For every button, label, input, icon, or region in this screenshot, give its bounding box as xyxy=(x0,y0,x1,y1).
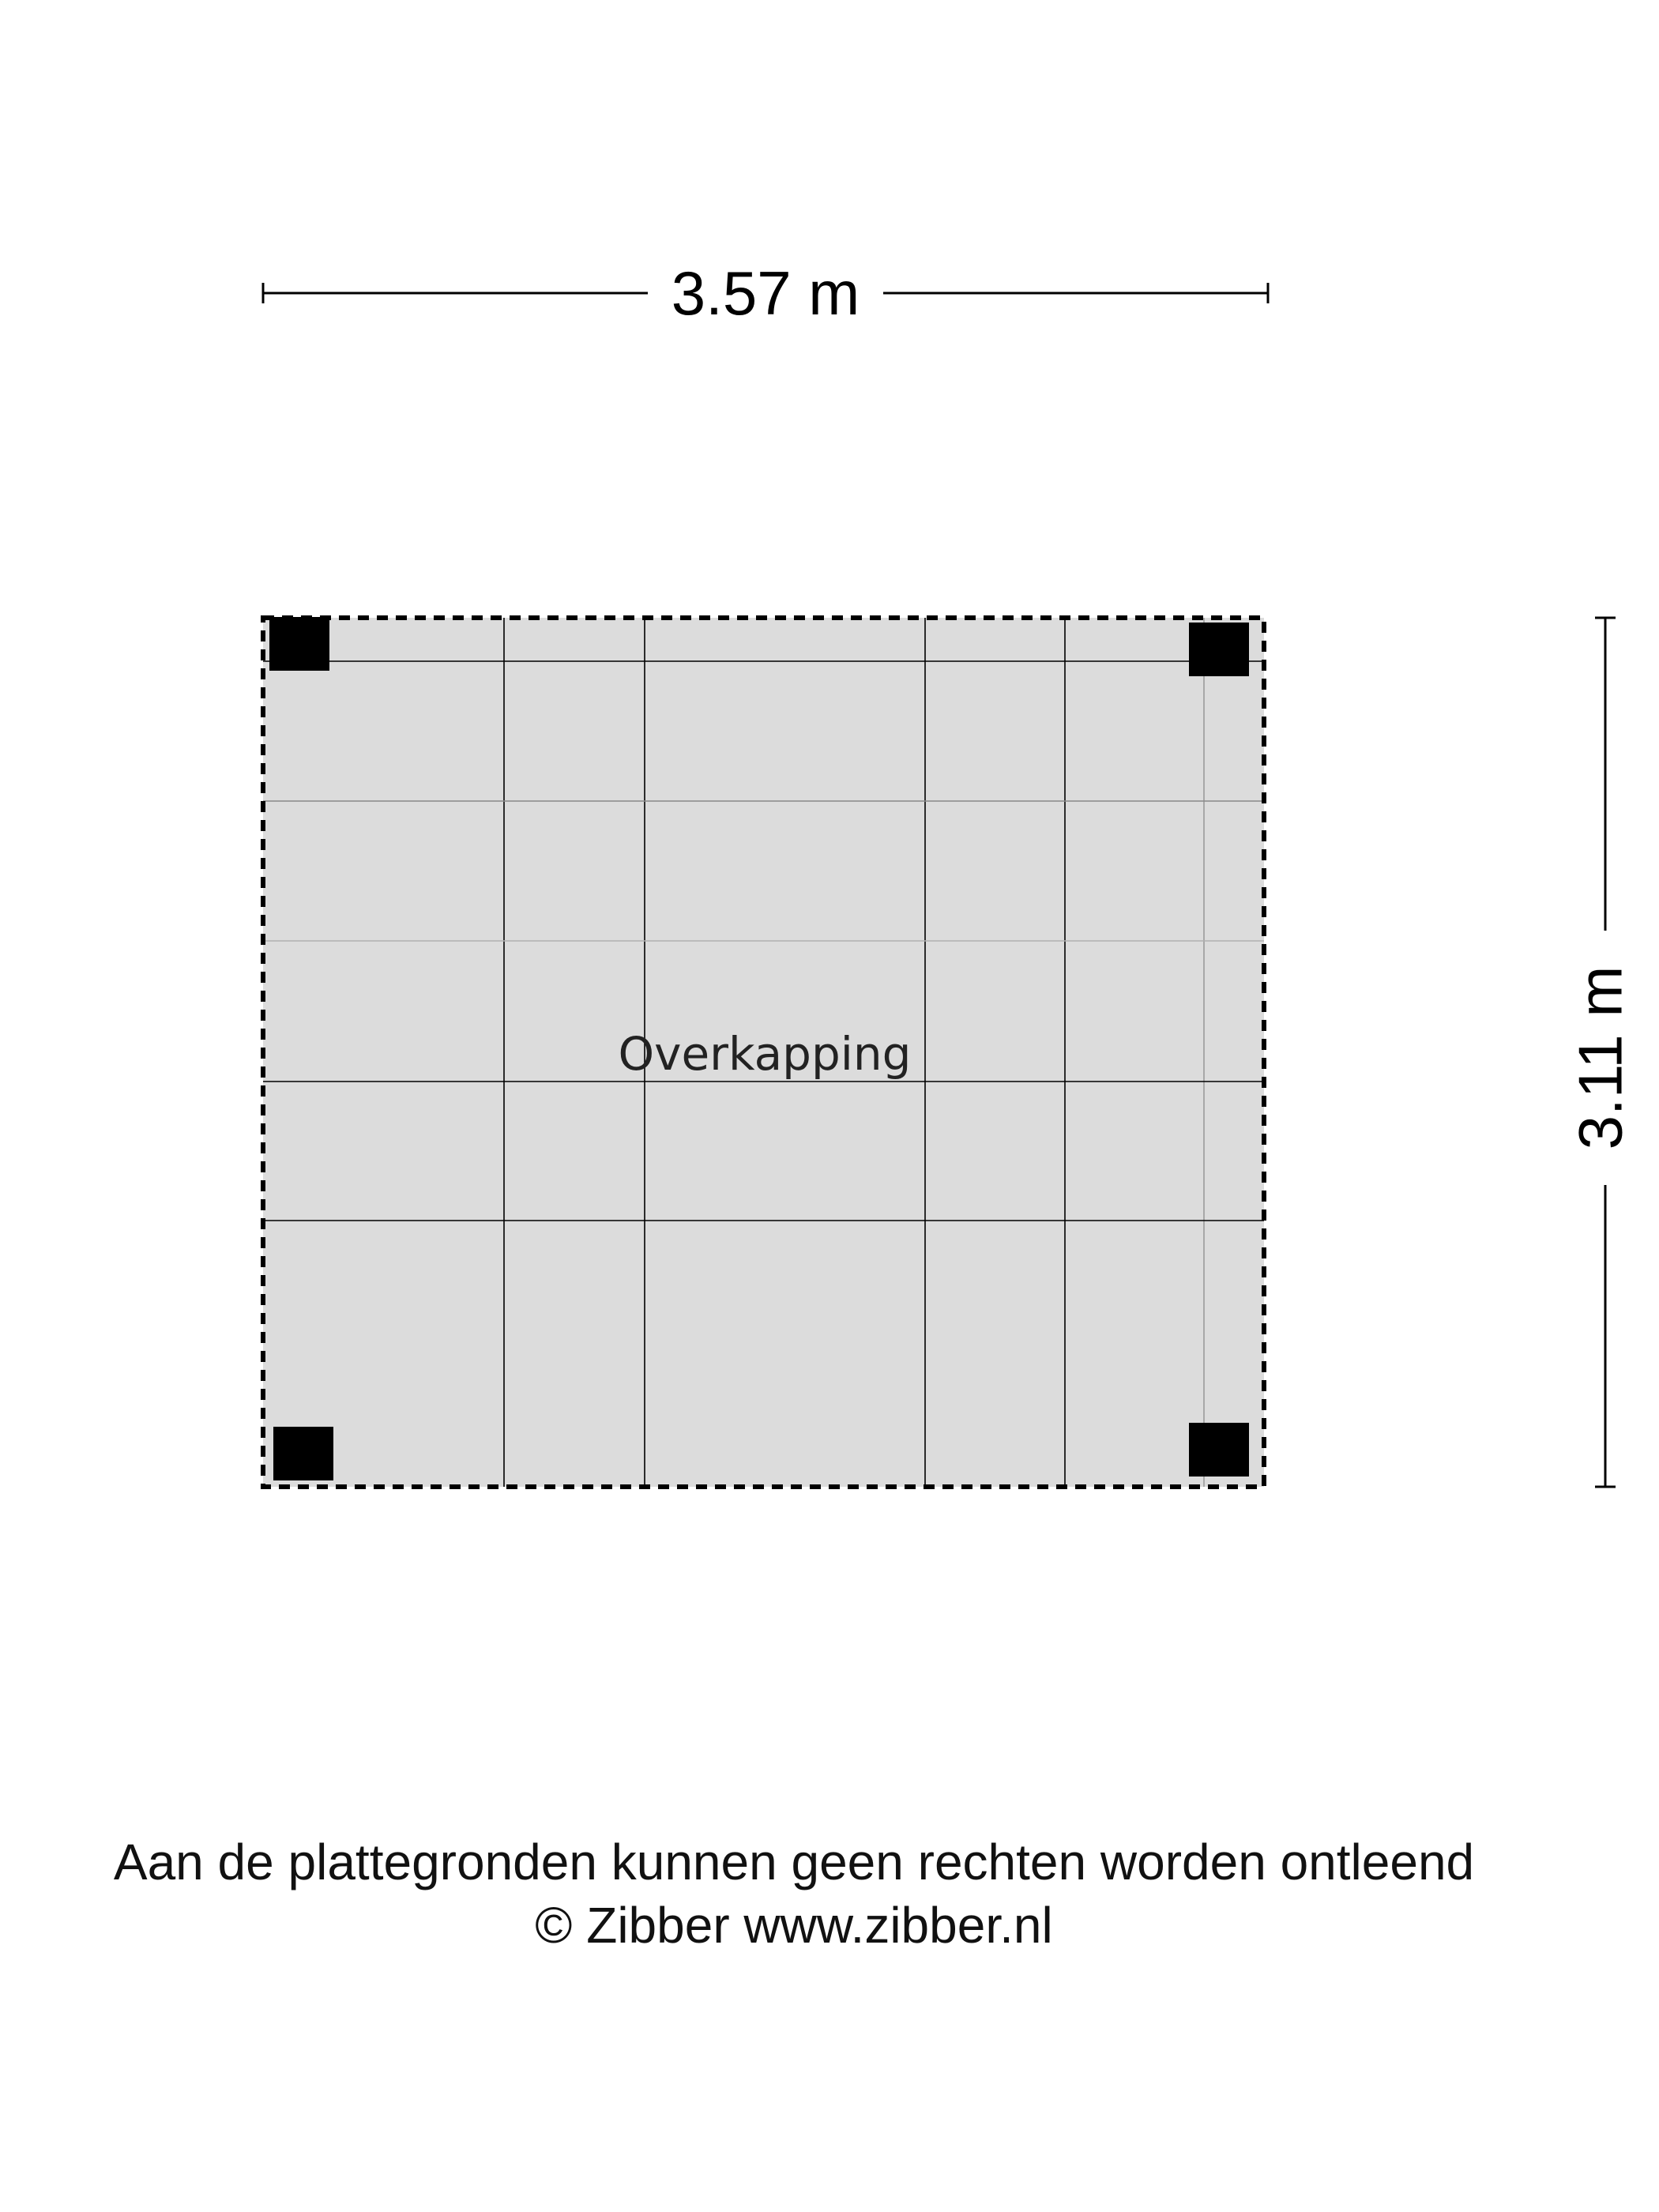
copyright-text: © Zibber www.zibber.nl xyxy=(535,1897,1053,1954)
disclaimer-text: Aan de plattegronden kunnen geen rechten worden ontleend xyxy=(113,1834,1475,1890)
footer xyxy=(0,1830,1588,1957)
height-dimension xyxy=(1566,618,1635,1487)
height-dimension-label: 3.11 m xyxy=(1565,965,1635,1150)
width-dimension xyxy=(263,258,1268,328)
column-bottom-left xyxy=(273,1427,333,1480)
overkapping-area xyxy=(263,617,1264,1487)
width-dimension-label: 3.57 m xyxy=(671,258,860,328)
room-label: Overkapping xyxy=(618,1027,912,1081)
column-bottom-right xyxy=(1189,1423,1249,1477)
column-top-right xyxy=(1189,623,1249,676)
column-top-left xyxy=(269,617,329,671)
